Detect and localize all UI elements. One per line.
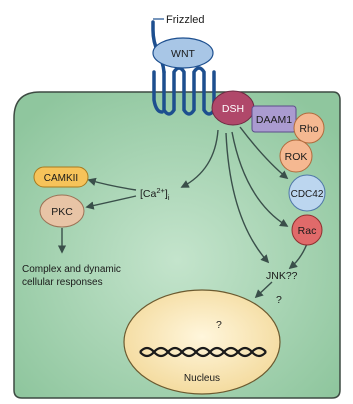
jnk-nucleus-question: ? bbox=[276, 294, 282, 306]
pkc-label: PKC bbox=[51, 206, 73, 218]
responses-line-1: Complex and dynamic bbox=[22, 264, 121, 275]
daam1-label: DAAM1 bbox=[255, 114, 293, 126]
nucleus-label: Nucleus bbox=[183, 373, 221, 384]
rac-label: Rac bbox=[297, 225, 317, 237]
rho-label: Rho bbox=[299, 123, 319, 135]
dsh-label: DSH bbox=[221, 103, 245, 115]
rok-label: ROK bbox=[284, 151, 308, 163]
jnk-label: JNK?? bbox=[266, 270, 298, 282]
frizzled-label: Frizzled bbox=[166, 14, 205, 26]
responses-line-2: cellular responses bbox=[22, 277, 103, 288]
cdc42-label: CDC42 bbox=[290, 189, 324, 200]
gene-question: ? bbox=[216, 319, 222, 331]
wnt-label: WNT bbox=[171, 48, 195, 60]
calcium-label: $[Ca^{2+}]_i$ bbox=[140, 186, 170, 202]
camkii-label: CAMKII bbox=[43, 173, 79, 184]
